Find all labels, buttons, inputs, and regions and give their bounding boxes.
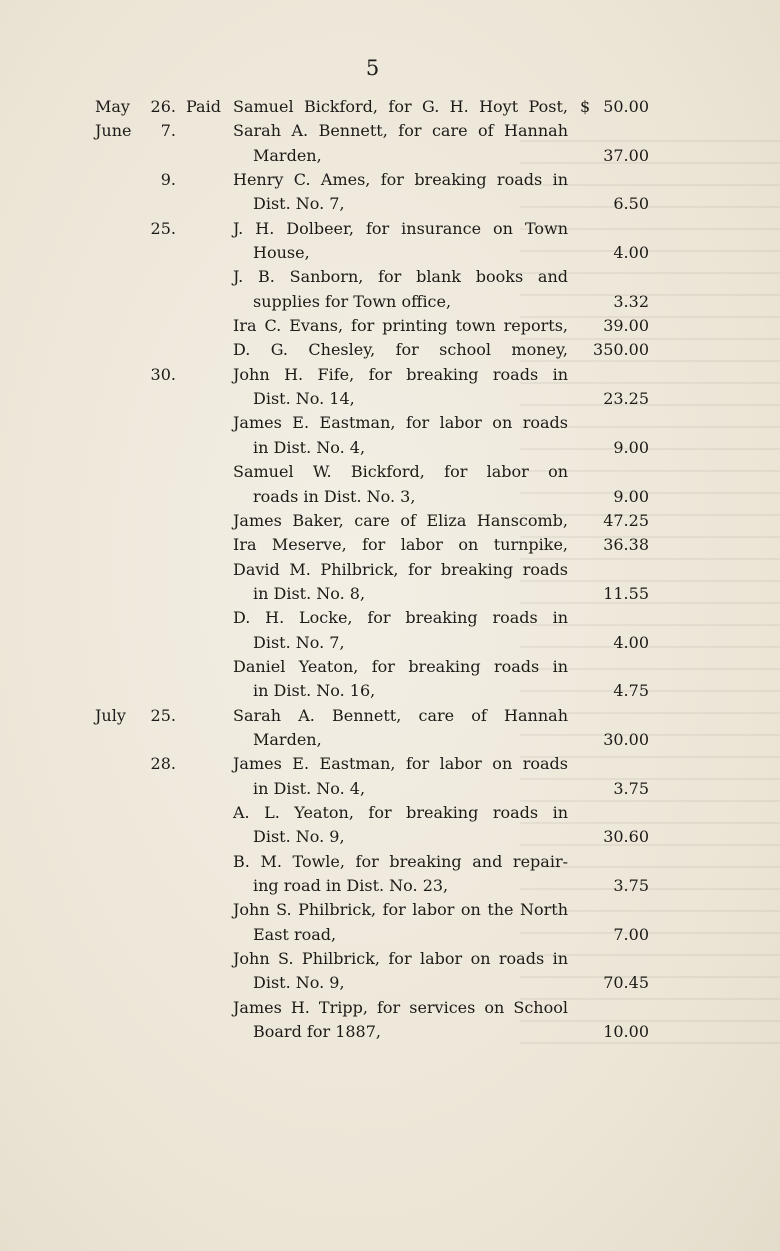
ledger-entry: [0, 338, 780, 362]
entry-amount: 9.00: [613, 486, 649, 506]
description-line-2: East road,: [253, 924, 337, 944]
description-line-1: John S. Philbrick, for labor on the North: [233, 900, 568, 920]
description-line-1: Ira Meserve, for labor on turnpike,: [233, 535, 568, 555]
description-line-1: D. G. Chesley, for school money,: [233, 340, 568, 360]
paid-label: Paid: [186, 97, 221, 116]
entry-amount: 30.00: [603, 729, 649, 749]
entry-day: 26.: [150, 97, 176, 116]
description-line-1: David M. Philbrick, for breaking roads: [233, 559, 568, 579]
description-line-1: Samuel W. Bickford, for labor on: [233, 462, 568, 482]
entry-month: June: [95, 121, 132, 141]
description-line-1: John S. Philbrick, for labor on roads in: [233, 949, 568, 969]
entry-amount: 50.00: [603, 97, 649, 116]
description-line-2: in Dist. No. 8,: [253, 583, 366, 603]
entry-description: [233, 655, 568, 704]
entry-amount: 3.75: [613, 876, 649, 895]
entry-amount: 37.00: [603, 145, 649, 165]
entry-description: [233, 168, 568, 217]
entry-description: [233, 95, 568, 119]
description-line-2: in Dist. No. 16,: [253, 681, 376, 701]
description-line-1: Sarah A. Bennett, care of Hannah: [233, 705, 568, 725]
entry-day: 30.: [150, 364, 176, 384]
ledger-entry: [0, 95, 780, 119]
ledger-entry: [0, 996, 780, 1045]
ledger-entry: [0, 801, 780, 850]
description-line-2: Dist. No. 7,: [253, 632, 345, 652]
ledger-entry: [0, 558, 780, 607]
entry-description: [233, 704, 568, 753]
description-line-1: Ira C. Evans, for printing town reports,: [233, 316, 568, 336]
description-line-2: in Dist. No. 4,: [253, 437, 366, 457]
description-line-1: Daniel Yeaton, for breaking roads in: [233, 656, 568, 676]
description-line-2: in Dist. No. 4,: [253, 778, 366, 798]
description-line-1: Sarah A. Bennett, for care of Hannah: [233, 121, 568, 141]
entry-amount: 3.75: [613, 778, 649, 798]
ledger-entry: [0, 509, 780, 533]
entry-amount: 350.00: [593, 340, 649, 360]
entry-amount: 36.38: [603, 535, 649, 555]
entry-month: July: [95, 705, 126, 725]
entry-amount: 9.00: [613, 437, 649, 457]
entry-day: 28.: [150, 754, 176, 774]
ledger-entry: [0, 752, 780, 801]
entry-description: [233, 314, 568, 338]
entry-day: 25.: [150, 705, 176, 725]
ledger-entry: [0, 655, 780, 704]
description-line-1: James E. Eastman, for labor on roads: [233, 754, 568, 774]
entry-month: May: [95, 97, 130, 116]
entry-description: [233, 558, 568, 607]
entry-description: [233, 752, 568, 801]
entry-amount: 4.00: [613, 243, 649, 263]
description-line-1: D. H. Locke, for breaking roads in: [233, 608, 568, 628]
ledger-entry: [0, 363, 780, 412]
description-line-2: Marden,: [253, 729, 322, 749]
entry-amount: 3.32: [613, 291, 649, 311]
page-number: 5: [365, 56, 380, 80]
description-line-1: J. B. Sanborn, for blank books and: [233, 267, 568, 287]
entry-description: [233, 338, 568, 362]
entry-amount: 23.25: [603, 389, 649, 409]
description-line-1: Samuel Bickford, for G. H. Hoyt Post,: [233, 97, 568, 116]
description-line-2: Marden,: [253, 145, 322, 165]
entry-description: [233, 533, 568, 557]
entry-amount: 11.55: [603, 583, 649, 603]
entry-amount: 70.45: [603, 973, 649, 993]
entry-amount: 6.50: [613, 194, 649, 214]
description-line-1: James Baker, care of Eliza Hanscomb,: [233, 510, 568, 530]
description-line-2: Dist. No. 9,: [253, 827, 345, 847]
description-line-2: supplies for Town office,: [253, 291, 452, 311]
description-line-1: J. H. Dolbeer, for insurance on Town: [233, 218, 568, 238]
ledger-entry: [0, 119, 780, 168]
currency-symbol: $: [580, 97, 591, 116]
ledger-entry: [0, 704, 780, 753]
description-line-2: Dist. No. 7,: [253, 194, 345, 214]
entry-description: [233, 119, 568, 168]
entry-description: [233, 217, 568, 266]
ledger-entry: [0, 265, 780, 314]
description-line-1: James E. Eastman, for labor on roads: [233, 413, 568, 433]
ledger-entry: [0, 947, 780, 996]
entry-amount: 4.00: [613, 632, 649, 652]
ledger-entry: [0, 850, 780, 899]
entry-description: [233, 801, 568, 850]
description-line-2: Dist. No. 9,: [253, 973, 345, 993]
entry-day: 9.: [160, 170, 176, 190]
entry-amount: 7.00: [613, 924, 649, 944]
ledger-entry: [0, 606, 780, 655]
entry-description: [233, 947, 568, 996]
ledger-entry: [0, 314, 780, 338]
description-line-2: ing road in Dist. No. 23,: [253, 876, 449, 895]
entry-description: [233, 460, 568, 509]
description-line-1: Henry C. Ames, for breaking roads in: [233, 170, 568, 190]
entry-description: [233, 509, 568, 533]
description-line-2: House,: [253, 243, 310, 263]
description-line-1: James H. Tripp, for services on School: [233, 997, 568, 1017]
entry-description: [233, 850, 568, 899]
entry-amount: 47.25: [603, 510, 649, 530]
ledger-entry: [0, 168, 780, 217]
entry-description: [233, 996, 568, 1045]
entry-description: [233, 363, 568, 412]
ledger-entry: [0, 898, 780, 947]
entry-description: [233, 606, 568, 655]
entry-description: [233, 411, 568, 460]
entry-amount: 4.75: [613, 681, 649, 701]
description-line-1: B. M. Towle, for breaking and repair-: [233, 851, 568, 871]
entry-description: [233, 898, 568, 947]
ledger-entry: [0, 217, 780, 266]
entry-day: 25.: [150, 218, 176, 238]
entry-amount: 30.60: [603, 827, 649, 847]
description-line-1: A. L. Yeaton, for breaking roads in: [233, 802, 568, 822]
entry-day: 7.: [160, 121, 176, 141]
entry-amount: 10.00: [603, 1022, 649, 1042]
entry-description: [233, 265, 568, 314]
description-line-2: roads in Dist. No. 3,: [253, 486, 416, 506]
description-line-1: John H. Fife, for breaking roads in: [233, 364, 568, 384]
ledger-entry: [0, 533, 780, 557]
entry-amount: 39.00: [603, 316, 649, 336]
ledger-entry: [0, 460, 780, 509]
ledger-entry: [0, 411, 780, 460]
ledger: [0, 95, 780, 1044]
description-line-2: Board for 1887,: [253, 1022, 381, 1042]
description-line-2: Dist. No. 14,: [253, 389, 355, 409]
